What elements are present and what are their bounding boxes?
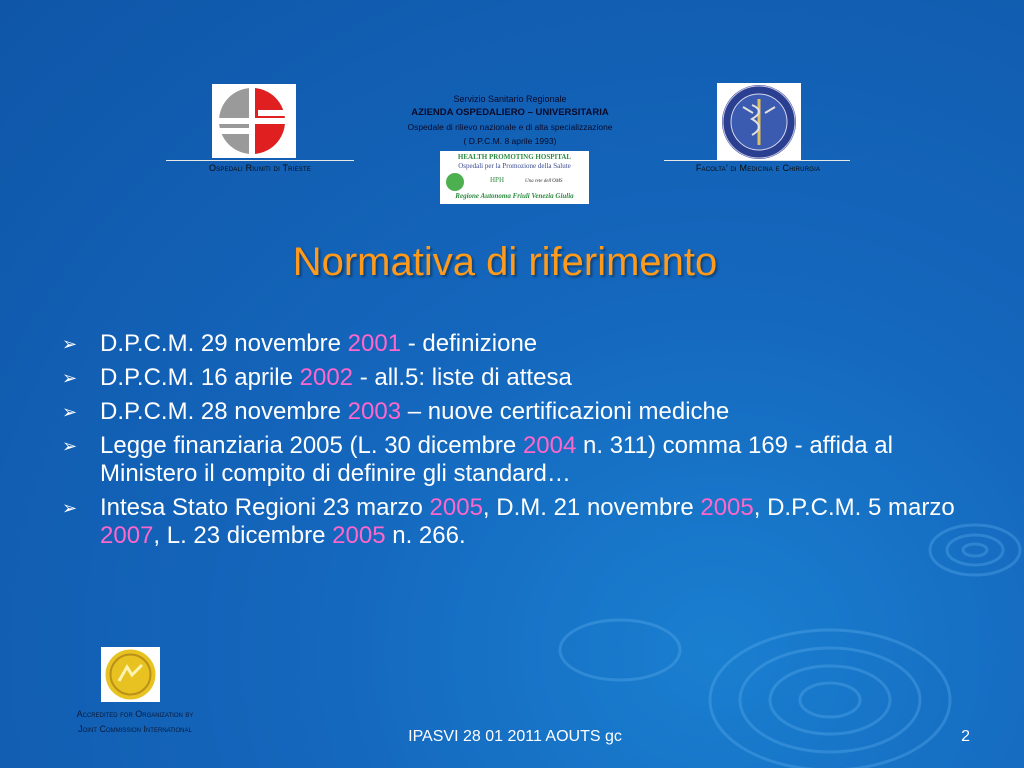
footer-text: IPASVI 28 01 2011 AOUTS gc: [408, 728, 622, 745]
arrow-bullet-icon: ➢: [62, 402, 78, 422]
facolta-medicina-seal-logo: [717, 83, 801, 161]
bullet-text: Legge finanziaria 2005 (L. 30 dicembre: [100, 432, 523, 459]
facolta-caption: Facolta’ di Medicina e Chirurgia: [695, 163, 821, 173]
hph-line-4: Una rete dell'OMS: [525, 179, 563, 184]
hph-line-5: Regione Autonoma Friuli Venezia Giulia: [455, 192, 574, 200]
header-line-3: Ospedale di rilievo nazionale e di alta specializzazione: [407, 122, 613, 132]
hph-line-3: HPH: [490, 176, 505, 184]
bullet-text: – nuove certificazioni mediche: [401, 398, 730, 425]
year-highlight: 2001: [347, 330, 402, 357]
year-highlight: 2005: [332, 522, 386, 549]
arrow-bullet-icon: ➢: [62, 498, 78, 518]
header-line-4: ( D.P.C.M. 8 aprile 1993): [463, 136, 557, 146]
bullet-item: [62, 364, 962, 392]
accreditation-caption: [40, 707, 230, 737]
bullet-text: - definizione: [401, 330, 538, 357]
bullet-text: D.P.C.M. 28 novembre: [100, 398, 348, 425]
header-line-2: AZIENDA OSPEDALIERO – UNIVERSITARIA: [411, 107, 609, 118]
bullet-text: D.P.C.M. 29 novembre: [100, 330, 348, 357]
hospital-header-text: [370, 92, 650, 148]
bullet-text: n. 311) comma 169 - affida al Ministero il compito di definire gli standard…: [100, 432, 893, 487]
bullet-text: D.P.C.M. 16 aprile: [100, 364, 300, 391]
bullet-item: [62, 330, 962, 358]
bullet-text: , D.P.C.M. 5 marzo: [753, 494, 955, 521]
year-highlight: 2005: [700, 494, 754, 521]
bullet-list: [62, 330, 962, 556]
bullet-item: [62, 494, 962, 550]
header-line-1: Servizio Sanitario Regionale: [453, 94, 567, 104]
hph-line-2: Ospedali per la Promozione della Salute: [458, 162, 571, 170]
bullet-text: Intesa Stato Regioni 23 marzo: [100, 494, 430, 521]
year-highlight: 2003: [347, 398, 402, 425]
joint-commission-seal-logo: [101, 647, 160, 702]
hph-line-1: HEALTH PROMOTING HOSPITAL: [457, 153, 572, 161]
left-logo-divider: [166, 160, 354, 161]
bullet-text: , D.M. 21 novembre: [482, 494, 701, 521]
year-highlight: 2007: [100, 522, 154, 549]
bullet-text: n. 266.: [385, 522, 466, 549]
arrow-bullet-icon: ➢: [62, 334, 78, 354]
bullet-text: , L. 23 dicembre: [153, 522, 333, 549]
slide-title: Normativa di riferimento: [292, 240, 718, 284]
year-highlight: 2004: [522, 432, 577, 459]
year-highlight: 2002: [299, 364, 354, 391]
bullet-text: - all.5: liste di attesa: [353, 364, 572, 391]
arrow-bullet-icon: ➢: [62, 368, 78, 388]
arrow-bullet-icon: ➢: [62, 436, 78, 456]
health-promoting-hospital-logo: [440, 151, 589, 204]
bullet-item: [62, 398, 962, 426]
ospedali-riuniti-caption: Ospedali Riuniti di Trieste: [208, 163, 312, 173]
hph-globe-icon: [446, 173, 464, 191]
year-highlight: 2005: [429, 494, 483, 521]
page-number: 2: [961, 728, 970, 745]
ospedali-riuniti-logo: [212, 84, 296, 158]
right-logo-divider: [664, 160, 850, 161]
accreditation-line-1: Accredited for Organization by: [76, 709, 194, 719]
bullet-item: [62, 432, 962, 488]
accreditation-line-2: Joint Commission International: [78, 724, 192, 734]
